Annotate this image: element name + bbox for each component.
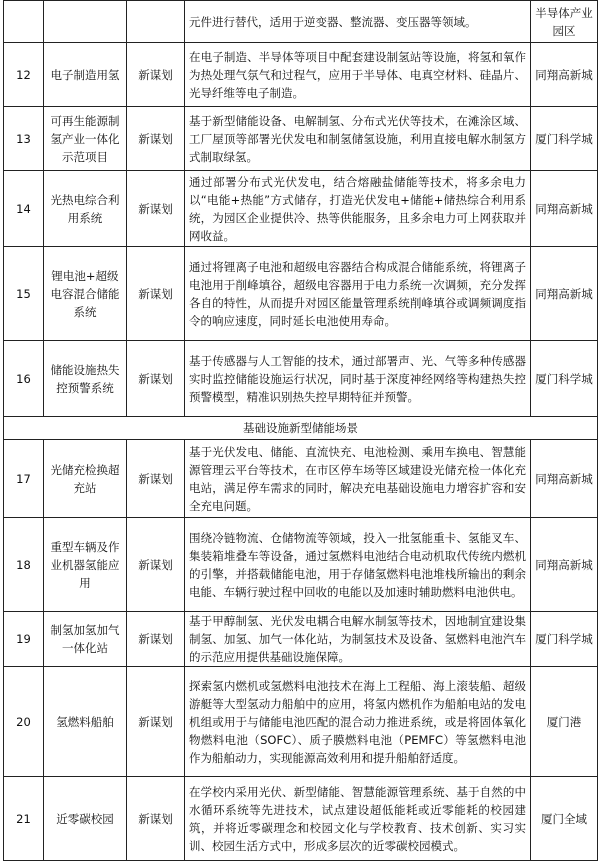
project-location: 厦门港 — [531, 667, 598, 777]
project-status: 新谋划 — [127, 440, 185, 518]
project-description: 通过将锂离子电池和超级电容器结合构成混合储能系统，将锂离子电池用于削峰填谷，超级电容器用于电力系统一次调频，充分发挥各自的特性，从而提升对园区能量管理系统削峰填谷或调频调度指令的响应速度，同时延长电池使用寿命。 — [185, 247, 531, 341]
table-row — [4, 43, 598, 107]
row-number: 18 — [4, 518, 44, 612]
table-row — [4, 1, 598, 43]
row-number: 12 — [4, 43, 44, 107]
table-row — [4, 612, 598, 667]
project-description: 围绕冷链物流、仓储物流等领域，投入一批氢能重卡、氢能叉车、集装箱堆叠车等设备，通过氢燃料电池结合电动机取代传统内燃机的引擎，并搭载储能电池，用于存储氢燃料电池堆栈所输出的剩余电能、车辆行驶过程中回收的电能以及加速时辅助燃料电池供电。 — [185, 518, 531, 612]
project-name: 可再生能源制氢产业一体化示范项目 — [44, 107, 127, 171]
project-name: 制氢加氢加气一体化站 — [44, 612, 127, 667]
project-status: 新谋划 — [127, 341, 185, 417]
table-row — [4, 518, 598, 612]
project-name: 储能设施热失控预警系统 — [44, 341, 127, 417]
project-description: 在电子制造、半导体等项目中配套建设制氢站等设施，将氢和氧作为热处理气氛气和过程气，应用于半导体、电真空材料、硅晶片、光导纤维等电子制造。 — [185, 43, 531, 107]
table-row — [4, 247, 598, 341]
project-location: 同翔高新城 — [531, 440, 598, 518]
project-description: 在学校内采用光伏、新型储能、智慧能源管理系统、基于自然的中水循环系统等先进技术，试点建设超低能耗或近零能耗的校园建筑，并将近零碳理念和校园文化与学校教育、技术创新、实习实训、校园生活方式中，形成多层次的近零碳校园模式。 — [185, 777, 531, 861]
table-row — [4, 171, 598, 247]
project-status — [127, 1, 185, 43]
project-location: 同翔高新城 — [531, 171, 598, 247]
project-name: 锂电池+超级电容混合储能系统 — [44, 247, 127, 341]
table-row — [4, 440, 598, 518]
section-row — [4, 417, 598, 440]
project-status: 新谋划 — [127, 612, 185, 667]
project-status: 新谋划 — [127, 777, 185, 861]
project-status: 新谋划 — [127, 667, 185, 777]
project-name: 重型车辆及作业机器氢能应用 — [44, 518, 127, 612]
project-status: 新谋划 — [127, 247, 185, 341]
project-location: 厦门科学城 — [531, 341, 598, 417]
project-status: 新谋划 — [127, 518, 185, 612]
row-number: 19 — [4, 612, 44, 667]
row-number: 16 — [4, 341, 44, 417]
project-table — [3, 0, 598, 861]
table-row — [4, 107, 598, 171]
table-row — [4, 667, 598, 777]
project-location: 厦门全域 — [531, 777, 598, 861]
section-title: 基础设施新型储能场景 — [4, 417, 598, 440]
project-description: 基于新型储能设备、电解制氢、分布式光伏等技术，在滩涂区域、工厂屋顶等部署光伏发电和制氢储氢设施，利用直接电解水制氢方式制取绿氢。 — [185, 107, 531, 171]
project-name: 光储充检换超充站 — [44, 440, 127, 518]
project-description: 基于传感器与人工智能的技术，通过部署声、光、气等多种传感器实时监控储能设施运行状况，同时基于深度神经网络等构建热失控预警模型，精准识别热失控早期特征并预警。 — [185, 341, 531, 417]
row-number: 21 — [4, 777, 44, 861]
row-number: 13 — [4, 107, 44, 171]
project-name: 电子制造用氢 — [44, 43, 127, 107]
project-status: 新谋划 — [127, 107, 185, 171]
project-status: 新谋划 — [127, 43, 185, 107]
project-description: 基于甲醇制氢、光伏发电耦合电解水制氢等技术，因地制宜建设集制氢、加氢、加气一体化站，为制氢技术及设备、氢燃料电池汽车的示范应用提供基础设施保障。 — [185, 612, 531, 667]
project-location: 同翔高新城 — [531, 43, 598, 107]
table-row — [4, 777, 598, 861]
row-number: 17 — [4, 440, 44, 518]
project-name — [44, 1, 127, 43]
project-status: 新谋划 — [127, 171, 185, 247]
project-description: 探索氢内燃机或氢燃料电池技术在海上工程船、海上滚装船、超级游艇等大型氢动力船舶中的应用，将氢内燃机作为船舶电站的发电机组或用于与储能电池匹配的混合动力推进系统，或是将固体氧化物燃料电池（SOFC）、质子膜燃料电池（PEMFC）等氢燃料电池作为船舶动力，实现能源高效利用和提升船舶舒适度。 — [185, 667, 531, 777]
project-description: 基于光伏发电、储能、直流快充、电池检测、乘用车换电、智慧能源管理云平台等技术，在市区停车场等区域建设光储充检一体化充电站，满足停车需求的同时，解决充电基础设施电力增容扩容和安全充电问题。 — [185, 440, 531, 518]
row-number — [4, 1, 44, 43]
row-number: 15 — [4, 247, 44, 341]
row-number: 14 — [4, 171, 44, 247]
table-row — [4, 341, 598, 417]
project-location: 厦门科学城 — [531, 107, 598, 171]
project-description: 通过部署分布式光伏发电，结合熔融盐储能等技术，将多余电力以“电能+热能”方式储存，打造光伏发电+储能+储热综合利用系统，为园区企业提供冷、热等供能服务，且多余电力可上网获取并网收益。 — [185, 171, 531, 247]
project-name: 光热电综合利用系统 — [44, 171, 127, 247]
project-location: 同翔高新城 — [531, 518, 598, 612]
row-number: 20 — [4, 667, 44, 777]
project-name: 氢燃料船舶 — [44, 667, 127, 777]
project-location: 同翔高新城 — [531, 247, 598, 341]
project-location: 厦门科学城 — [531, 612, 598, 667]
project-description: 元件进行替代，适用于逆变器、整流器、变压器等领域。 — [185, 1, 531, 43]
project-name: 近零碳校园 — [44, 777, 127, 861]
project-location: 半导体产业园区 — [531, 1, 598, 43]
